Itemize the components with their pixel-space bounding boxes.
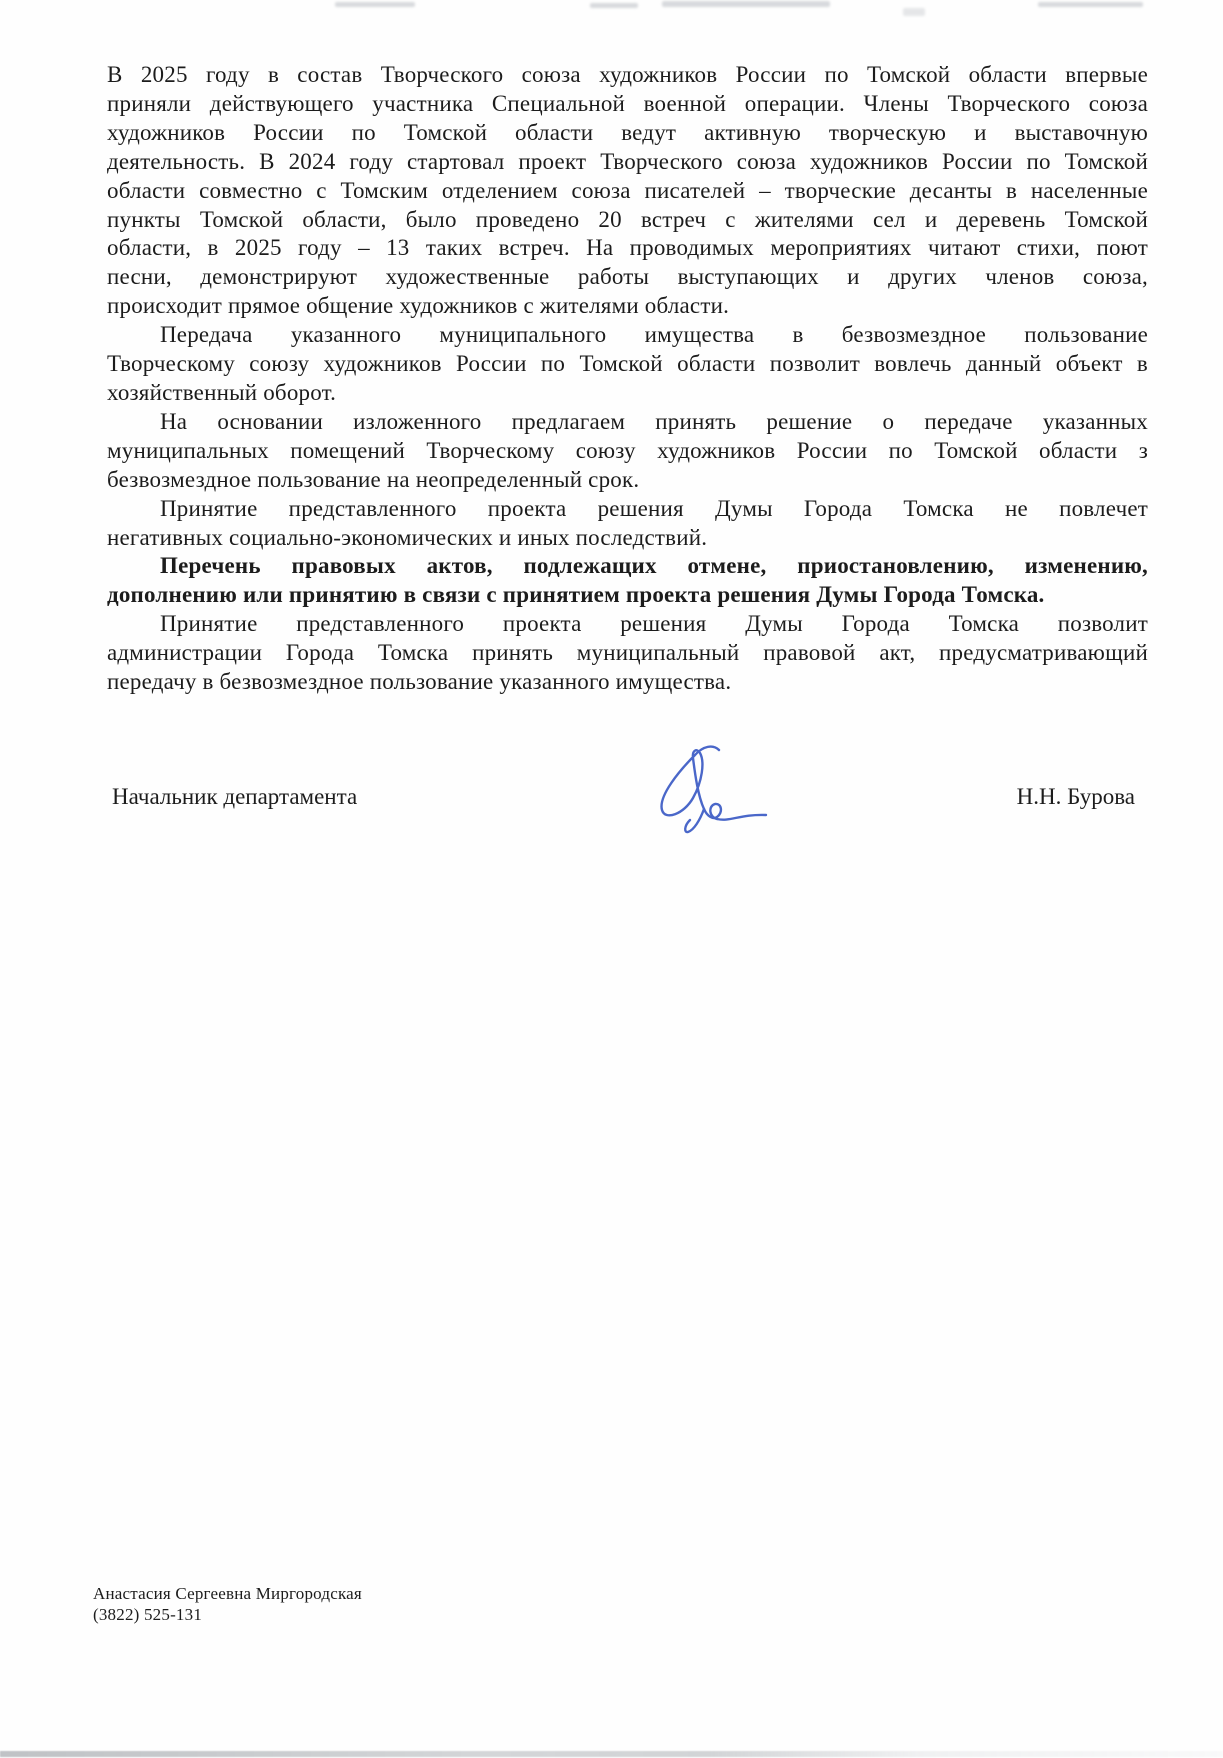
paragraph-line: Принятие представленного проекта решения Думы Города Томска позволит bbox=[160, 611, 1148, 637]
paragraph-line: муниципальных помещений Творческому союзу художников России по Томской области з bbox=[107, 437, 1148, 463]
signer-position-label: Начальник департамента bbox=[112, 784, 358, 809]
paragraph-line: области совместно с Томским отделением союза писателей – творческие десанты в населенные bbox=[107, 177, 1148, 203]
scan-smudge-artifact bbox=[662, 1, 830, 7]
document-body bbox=[107, 61, 1148, 697]
paragraph-line: происходит прямое общение художников с жителями области. bbox=[107, 293, 730, 319]
paragraph-line: Принятие представленного проекта решения Думы Города Томска не повлечет bbox=[160, 495, 1148, 521]
paragraph-line: Передача указанного муниципального имущества в безвозмездное пользование bbox=[160, 322, 1148, 348]
paragraph-line: негативных социально-экономических и иных последствий. bbox=[107, 524, 708, 550]
paragraph-line: песни, демонстрируют художественные работы выступающих и других членов союза, bbox=[107, 264, 1148, 290]
paragraph-line: Перечень правовых актов, подлежащих отмене, приостановлению, изменению, bbox=[160, 553, 1148, 579]
paragraph-line: приняли действующего участника Специальной военной операции. Члены Творческого союза bbox=[107, 90, 1148, 116]
paragraph-line: Творческому союзу художников России по Томской области позволит вовлечь данный объект в bbox=[107, 351, 1148, 377]
scan-edge-artifact bbox=[0, 1751, 1223, 1757]
executor-phone: (3822) 525-131 bbox=[93, 1605, 203, 1624]
scan-smudge-artifact bbox=[1038, 2, 1143, 7]
paragraph bbox=[107, 610, 1148, 697]
paragraph-line: В 2025 году в состав Творческого союза художников России по Томской области впервые bbox=[107, 62, 1148, 87]
paragraph-line: дополнению или принятию в связи с принятием проекта решения Думы Города Томска. bbox=[107, 582, 1045, 608]
paragraph bbox=[107, 61, 1148, 321]
executor-name: Анастасия Сергеевна Миргородская bbox=[93, 1584, 362, 1603]
paragraph bbox=[107, 495, 1148, 553]
paragraph-line: администрации Города Томска принять муниципальный правовой акт, предусматривающий bbox=[107, 640, 1148, 666]
paragraph-line: безвозмездное пользование на неопределенный срок. bbox=[107, 466, 640, 492]
signature-block bbox=[112, 783, 1135, 811]
handwritten-signature-ink bbox=[642, 740, 772, 836]
scan-smudge-artifact bbox=[335, 2, 415, 7]
paragraph bbox=[107, 321, 1148, 408]
executor-contact-block bbox=[93, 1583, 362, 1625]
signer-name: Н.Н. Бурова bbox=[1016, 784, 1135, 809]
paragraph-line: деятельность. В 2024 году стартовал проект Творческого союза художников России по Томской bbox=[107, 148, 1148, 174]
paragraph-line: хозяйственный оборот. bbox=[107, 379, 337, 405]
paragraph-line: области, в 2025 году – 13 таких встреч. На проводимых мероприятиях читают стихи, поют bbox=[107, 235, 1148, 261]
paragraph-line: пункты Томской области, было проведено 20 встреч с жителями сел и деревень Томской bbox=[107, 206, 1148, 232]
paragraph-bold-heading bbox=[107, 552, 1148, 610]
paragraph-line: На основании изложенного предлагаем принять решение о передаче указанных bbox=[160, 408, 1148, 434]
paragraph bbox=[107, 408, 1148, 495]
scan-smudge-artifact bbox=[590, 3, 638, 8]
paragraph-line: художников России по Томской области ведут активную творческую и выставочную bbox=[107, 119, 1148, 145]
scan-smudge-artifact bbox=[903, 8, 925, 16]
paragraph-line: передачу в безвозмездное пользование указанного имущества. bbox=[107, 669, 732, 695]
